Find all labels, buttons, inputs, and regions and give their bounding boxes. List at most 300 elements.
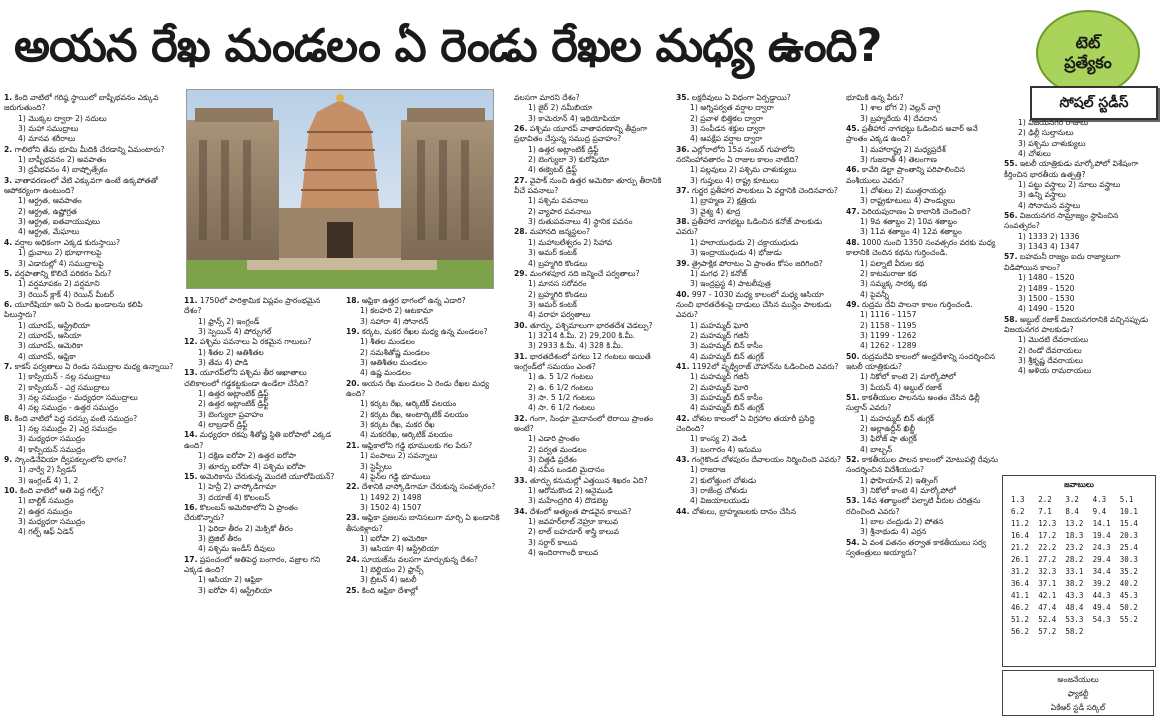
answer-option: 4) అళియ రామరాయలు	[1018, 366, 1092, 376]
question-text	[514, 352, 672, 373]
answer-option: 4) యూరప్, ఆఫ్రికా	[18, 351, 76, 361]
question-text	[4, 362, 176, 372]
answer-key-cell: 15.4	[1119, 519, 1138, 528]
question-item	[346, 482, 510, 513]
question-item	[1004, 211, 1156, 252]
answer-option: 4) ఆవక్షేప వర్షాల ద్వారా	[690, 134, 763, 144]
question-item	[514, 93, 672, 124]
answer-option: 1) ఎడారి ప్రాంతం	[528, 434, 580, 444]
question-text	[346, 296, 510, 306]
answer-option: 4) పైవన్నీ	[860, 289, 889, 299]
question-text	[184, 503, 340, 524]
question-text	[346, 379, 510, 400]
question-stem: బహమనీ రాజ్యం ఐదు రాజ్యాలుగా విడిపోయిన కాలం?	[1004, 252, 1121, 272]
question-item	[346, 327, 510, 379]
answer-option: 3) పశ్చిమ చాళుక్యులు	[1018, 138, 1086, 148]
question-column-6	[846, 93, 1000, 719]
answer-option: 1) ఆసియా 2) ఆఫ్రికా	[198, 575, 263, 585]
question-text	[184, 555, 340, 576]
answer-option: 1) హెన్రీ 2) వాస్కోడిగామా	[198, 482, 276, 492]
question-stem: స్కాండినేవియా ద్వీపకల్పంలోని భాగం?	[14, 455, 127, 465]
question-item	[4, 414, 176, 455]
question-stem: మహానది జన్మస్థలం?	[529, 227, 590, 237]
question-item	[1004, 118, 1156, 159]
answer-option: 3) గుజరాత్ 4) తెలంగాణ	[860, 155, 937, 165]
question-item	[846, 455, 1000, 496]
answer-key-cell: 34.4	[1092, 567, 1111, 576]
answer-option: 1) మగధ 2) కనోజ్	[690, 268, 747, 278]
answer-option: 3) రెయిన్ క్లాక్ 4) రెయిన్ మీటర్	[18, 289, 114, 299]
answer-option: 2) ఉత్తర అట్లాంటిక్ డ్రిఫ్ట్	[198, 399, 269, 409]
answer-option: 3) ఆసియా 4) ఆస్ట్రేలియా	[360, 544, 439, 554]
question-item	[846, 124, 1000, 165]
answer-option: 3) బ్రెజిల్ తీరం	[198, 533, 242, 543]
answer-option: 3) నల్ల సముద్రం - మధ్యధరా సముద్రాలు	[18, 392, 138, 402]
answer-option: 2) అల్లాఉద్దీన్ ఖిల్జీ	[860, 424, 915, 433]
question-text	[676, 145, 842, 166]
answer-option: 1) మొక్కల ద్వారా 2) నదులు	[18, 113, 107, 123]
question-item	[514, 227, 672, 268]
answer-key-cell: 13.2	[1065, 519, 1084, 528]
answer-key-cell: 18.3	[1065, 531, 1084, 540]
answer-key-cell: 3.2	[1065, 495, 1079, 504]
answer-option: 3) తూర్పు ఐరోపా 4) పశ్చిమ ఐరోపా	[198, 461, 306, 471]
answer-option: 3) 1199 - 1262	[860, 330, 917, 340]
question-number: 4.	[4, 237, 13, 247]
question-stem: పెరియపురాణం ఏ కాలానికి చెందింది?	[861, 206, 971, 216]
question-stem: కొలంబస్ అమెరికాలోని ఏ ప్రాంతం చేరుకొన్నారు?	[184, 502, 298, 523]
question-stem: ఆఫ్రికా ప్రజలను బానిసలుగా మార్చి ఏ ఖండానికి తీసుకెళ్లారు?	[346, 513, 500, 533]
question-stem: ప్రపంచంలో అతిపెద్ద బంగారం, వజ్రాల గని ఎక్కడ ఉంది?	[184, 554, 321, 574]
question-text	[184, 430, 340, 451]
question-stem: లక్షదీవులు ఏ విధంగా ఏర్పడ్డాయి?	[691, 93, 791, 102]
subject-label: సోషల్ స్టడీస్	[1030, 86, 1158, 120]
question-number: 19.	[346, 327, 360, 337]
answer-option: 1) మహాబలేశ్వరం 2) సిహావ	[528, 237, 613, 247]
answer-key-cell: 30.3	[1119, 555, 1138, 564]
answer-option: 1) ఉ. 5 1/2 గంటలు	[528, 372, 594, 382]
answer-option: 3) బెంగ్యులా ప్రవాహం	[198, 409, 264, 419]
author-credit	[1002, 670, 1154, 716]
answer-option: 4) బ్రహ్మగిరి కొండలు	[528, 258, 588, 268]
answer-option: 1) వర్షమాపకం 2) వర్షమాని	[18, 279, 100, 289]
answer-option: 1) పశ్చిమ పవనాలు	[528, 196, 589, 206]
answer-key-cell: 52.4	[1038, 615, 1057, 624]
question-stem: ప్రతీహార నాగభట్టు ఓడించిన కనోజ్ పాలకుడు ఎవరు?	[676, 217, 823, 237]
question-text	[676, 507, 842, 517]
answer-key-cell: 54.3	[1092, 615, 1111, 624]
answer-option: 4) బాల్బన్	[860, 444, 893, 454]
question-item	[4, 300, 176, 362]
answer-option: 3) ద్రవీభవనం 4) బాష్పోత్సేకం	[18, 165, 108, 175]
answer-option: 3) 1500 - 1530	[1018, 293, 1075, 303]
answer-key-cell: 31.2	[1011, 567, 1030, 576]
answer-option: 1) పంపాలు 2) సవన్నాలు	[360, 451, 438, 461]
answer-option: 2) ప్రవాళ భిత్తికల ద్వారా	[690, 113, 764, 123]
question-stem: కింది వాటిలో అతి పెద్ద గల్ఫ్?	[19, 486, 104, 496]
question-stem: అబ్దుల్ రజాక్ విజయనగరానికి వచ్చినప్పుడు విజయనగర పాలకుడు?	[1004, 314, 1149, 334]
question-text	[846, 538, 1000, 559]
answer-option: 3) ఫిరోజ్ షా తుగ్లక్	[860, 434, 917, 444]
answer-option: 1) జవహర్‌లాల్ నెహ్రూ కాలువ	[528, 517, 619, 527]
answer-option: 2) లాల్ బహదూర్ శాస్త్రి కాలువ	[528, 527, 620, 537]
answer-option: 1) అగ్నిపర్వత వర్షాల ద్వారా	[690, 103, 774, 113]
answer-key-cell: 17.2	[1038, 531, 1057, 540]
answer-option: 1) జైర్ 2) నమీబియా	[528, 103, 593, 113]
question-column-7	[1004, 118, 1156, 470]
question-item	[4, 455, 176, 486]
answer-key-cell: 32.3	[1038, 567, 1057, 576]
answer-option: 1) మానస సరోవరం	[528, 279, 587, 289]
answer-option: 2) ఆర్ద్రత, ఉష్ణోగ్రత	[18, 206, 77, 216]
answer-option: 2) మహమ్మద్ గజినీ	[690, 330, 749, 340]
answer-option: 3) రాజేంద్ర చోళుడు	[690, 486, 748, 496]
answer-key-cell: 14.1	[1092, 519, 1111, 528]
answer-key-cell: 12.3	[1038, 519, 1057, 528]
question-item	[514, 476, 672, 507]
question-item	[184, 555, 340, 596]
answer-option: 3) రాష్ట్రకూటులు 4) పాండ్యులు	[860, 196, 955, 206]
answer-option: 4) ఉష్ణ మండలం	[360, 368, 411, 378]
question-text	[184, 296, 340, 317]
question-item	[514, 124, 672, 176]
answer-option: 2) కర్కట రేఖ, అంటార్కిటిక్ వలయం	[360, 409, 469, 419]
answer-option: 4) మకరరేఖ, ఆర్కిటిక్ వలయం	[360, 430, 453, 440]
question-item	[846, 538, 1000, 559]
answer-option: 1) మహారాష్ట్ర 2) మధ్యప్రదేశ్	[860, 144, 946, 154]
question-stem: దేశానికి వాస్కోడిగామా చేరుకున్న సంవత్సరం?	[361, 482, 496, 492]
answer-key-cell: 28.2	[1065, 555, 1084, 564]
question-stem: యూరేషియా అని ఏ రెండు ఖండాలను కలిపి పిలుస్తారు?	[4, 299, 143, 320]
answer-option: 3) మహమ్మద్ బిన్ కాసీం	[690, 392, 763, 402]
answer-option: 1) ఆరోమకొండ 2) ఆనైముడి	[528, 486, 613, 496]
answer-option: 1) శాల భోగ 2) వెల్లన్ వాగై	[860, 103, 941, 113]
answer-option: 3) సా. 5 1/2 గంటలు	[528, 392, 595, 402]
answer-option: 2) బెంగ్యులా 3) కురోషియో	[528, 155, 610, 165]
answer-option: 4) మహమ్మద్ బిన్ తుగ్లక్	[690, 403, 764, 413]
question-text	[846, 300, 1000, 310]
answer-key-cell: 46.2	[1011, 603, 1030, 612]
question-stem: రుద్రమ దేవి పాలనా కాలం గుర్తించండి.	[861, 299, 973, 309]
question-column-4	[514, 93, 672, 719]
question-number: 36.	[676, 144, 690, 154]
answer-key-cell: 6.2	[1011, 507, 1025, 516]
question-item	[676, 186, 842, 217]
answer-key-cell: 53.3	[1065, 615, 1084, 624]
answer-key-cell: 40.2	[1119, 579, 1138, 588]
question-stem: ఆఫ్రికాలోని గడ్డి భూములకు గల పేరు?	[361, 440, 473, 450]
question-number: 24.	[346, 554, 360, 564]
question-stem: రుద్రమదేవి కాలంలో ఆంధ్రదేశాన్ని సందర్శించిన ఇటలీ యాత్రికుడు?	[846, 351, 996, 371]
answer-key-title: జవాబులు	[1064, 480, 1094, 489]
answer-option: 3) బ్రహ్మదేయ 4) దేవదాన	[860, 113, 938, 123]
question-item	[676, 93, 842, 145]
answer-option: 2) 1489 - 1520	[1018, 283, 1075, 293]
question-stem: 997 - 1030 మధ్య కాలంలో మధ్య ఆసియా నుంచి భారతదేశంపై దాడులు చేసిన ముస్లిం పాలకుడు ఎవరు?	[676, 289, 832, 320]
question-stem: భూమికి ఉన్న పేరు?	[846, 93, 904, 102]
answer-option: 3) కామెరూన్ 4) ఇథియోపియా	[528, 113, 621, 123]
answer-option: 2) పర్వత మండలం	[528, 444, 587, 454]
answer-option: 3) మధ్యధరా సముద్రం	[18, 434, 86, 444]
answer-option: 4) ఈక్వెటర్ డ్రిఫ్ట్	[528, 165, 577, 175]
question-number: 28.	[514, 227, 528, 237]
question-text	[514, 507, 672, 517]
question-text	[1004, 315, 1156, 336]
answer-key-cell: 2.2	[1038, 495, 1052, 504]
answer-option: 3) ఇంగ్లండ్ 4) 1, 2	[18, 475, 79, 485]
question-stem: గాలిలోని తేమ భూమి మీదికి చేరడాన్ని ఏమంటారు?	[14, 144, 165, 154]
question-item	[676, 259, 842, 290]
answer-key-cell: 44.3	[1092, 591, 1111, 600]
question-stem: సూయజ్‌ను వలసగా మార్చుకున్న దేశం?	[361, 554, 478, 564]
answer-key-cell: 33.1	[1065, 567, 1084, 576]
question-stem: 1000 నుంచి 1350 సంవత్సరం వరకు మధ్య కాలానికి చెందిన కథను గుర్తించండి.	[846, 237, 996, 258]
answer-option: 2) కాస్పియన్ - ఎర్ర సముద్రాలు	[18, 382, 110, 392]
answer-key-cell: 50.2	[1119, 603, 1138, 612]
answer-key-cell: 51.2	[1011, 615, 1030, 624]
question-number: 31.	[514, 351, 528, 361]
question-text	[514, 93, 672, 103]
answer-option: 4) ఇందిరాగాంధీ కాలువ	[528, 548, 599, 558]
question-stem: కాకతీయుల పాలనను అంతం చేసిన ఢిల్లీ సుల్తాన్ ఎవరు?	[846, 392, 980, 413]
question-text	[4, 269, 176, 279]
answer-key-cell: 27.2	[1038, 555, 1057, 564]
answer-option: 1) 1480 - 1520	[1018, 273, 1075, 283]
question-item	[846, 352, 1000, 393]
question-number: 37.	[676, 186, 690, 196]
question-number: 44.	[676, 506, 690, 516]
question-text	[676, 362, 842, 372]
question-number: 20.	[346, 378, 360, 388]
question-stem: త్రైపాక్షిక పోరాటం ఏ ప్రాంతం కోసం జరిగింది?	[691, 258, 823, 268]
answer-key-cell: 36.4	[1011, 579, 1030, 588]
question-item	[184, 430, 340, 471]
question-text	[846, 165, 1000, 186]
answer-option: 3) ఉన్ని వస్త్రాలు	[1018, 190, 1066, 200]
answer-key-cell: 1.3	[1011, 495, 1025, 504]
answer-option: 1) కర్కట రేఖ, ఆర్కిటిక్ వలయం	[360, 399, 457, 409]
question-text	[184, 472, 340, 482]
question-number: 25.	[346, 585, 360, 595]
answer-key-cell: 26.1	[1011, 555, 1030, 564]
answer-option: 3) 2933 కి.మీ. 4) 328 కి.మీ.	[528, 341, 624, 351]
question-item	[4, 145, 176, 176]
question-stem: గంగా, సింధూ మైదానంలో లెరాయి ప్రాంతం అంటే?	[514, 413, 654, 433]
question-number: 48.	[846, 237, 860, 247]
answer-key-cell: 58.2	[1065, 627, 1084, 636]
answer-option: 3) ఆర్ద్రత, ఐతవాయువులు	[18, 217, 101, 227]
answer-option: 3) పేయస్ 4) అబ్దుల్ రజాక్	[860, 382, 942, 392]
headline: అయన రేఖ మండలం ఏ రెండు రేఖల మధ్య ఉంది?	[14, 19, 882, 72]
question-item	[846, 207, 1000, 238]
answer-option: 1) ఆర్ద్రత, ఆవపాతం	[18, 196, 82, 206]
answer-option: 4) నల్ల సముద్రం - ఉత్తర సముద్రం	[18, 403, 119, 413]
answer-option: 1) మహమ్మద్ బిన్ తుగ్లక్	[860, 413, 934, 423]
question-text	[4, 176, 176, 197]
question-item	[514, 176, 672, 228]
question-number: 35.	[676, 93, 690, 102]
question-text	[1004, 211, 1156, 232]
question-item	[676, 362, 842, 414]
answer-option: 1) శీతల 2) ఆతిశీతల	[198, 347, 264, 357]
answer-key-cell: 35.2	[1119, 567, 1138, 576]
question-number: 11.	[184, 296, 198, 305]
question-stem: వర్షాల అధికంగా ఎక్కడ కురుస్తాయి?	[14, 237, 120, 247]
question-stem: అయన రేఖ మండలం ఏ రెండు రేఖల మధ్య ఉంది?	[346, 378, 489, 399]
question-text	[676, 93, 842, 103]
question-stem: 14వ శతాబ్దంలో పల్నాటి వీరుల చరిత్రను రచించింది ఎవరు?	[846, 496, 981, 516]
question-number: 33.	[514, 475, 528, 485]
answer-option: 2) వ్యాపార పవనాలు	[528, 206, 592, 216]
question-text	[4, 300, 176, 321]
question-number: 2.	[4, 144, 13, 154]
answer-option: 1) హలాయుధుడు 2) చక్రాయుధుడు	[690, 237, 799, 247]
author-role: ఫ్యాకల్టీ	[1067, 689, 1089, 698]
question-item	[514, 414, 672, 476]
question-number: 40.	[676, 289, 690, 299]
answer-option: 4) చోళులు	[1018, 149, 1051, 159]
answer-option: 1) బాల చంద్రుడు 2) పోతన	[860, 517, 944, 527]
answer-key-cell: 4.3	[1092, 495, 1107, 504]
answer-key-cell: 16.4	[1011, 531, 1030, 540]
answer-option: 3) 1343 4) 1347	[1018, 242, 1080, 252]
question-text	[846, 496, 1000, 517]
answer-option: 3) దయాజ్ 4) కొలంబస్	[198, 492, 270, 502]
question-number: 45.	[846, 124, 860, 134]
answer-key-cell: 22.2	[1038, 543, 1057, 552]
answer-option: 1) నార్వే 2) స్వీడన్	[18, 465, 77, 475]
answer-option: 1) 1116 - 1157	[860, 310, 917, 320]
answer-key-cell: 5.1	[1119, 495, 1134, 504]
question-number: 29.	[514, 268, 528, 278]
question-text	[1004, 252, 1156, 273]
question-item	[846, 165, 1000, 206]
question-stem: ఏ వంశ పతనం తర్వాత కాకతీయులు సర్వ స్వతంత్రులు అయ్యారు?	[846, 537, 986, 558]
question-item	[346, 379, 510, 441]
question-item	[676, 290, 842, 362]
answer-option: 1) 1492 2) 1498	[360, 492, 422, 502]
question-item	[4, 362, 176, 414]
question-number: 52.	[846, 455, 860, 465]
question-number: 21.	[346, 440, 360, 450]
answer-option: 2) రెండో దేవరాయలు	[1018, 345, 1082, 355]
question-item	[4, 486, 176, 538]
question-number: 16.	[184, 502, 198, 512]
answer-key-cell: 39.2	[1092, 579, 1111, 588]
question-column-2	[184, 296, 340, 719]
answer-option: 1) శీతల మండలం	[360, 337, 415, 347]
question-text	[514, 269, 672, 279]
question-text	[4, 238, 176, 248]
question-item	[346, 555, 510, 586]
answer-option: 4) పశ్చిమ ఇండీస్ దీవులు	[198, 544, 275, 554]
answer-option: 1) బాల్టిక్ సముద్రం	[18, 496, 74, 506]
question-text	[676, 259, 842, 269]
question-text	[514, 321, 672, 331]
question-number: 17.	[184, 554, 198, 564]
question-number: 51.	[846, 392, 860, 402]
question-item	[346, 586, 510, 596]
answer-option: 1) బాష్పీభవనం 2) అవపాతం	[18, 155, 107, 165]
question-stem: గుర్జర ప్రతీహార పాలకులు ఏ వర్ణానికి చెందినవారు?	[691, 186, 838, 196]
question-stem: కావేరి డెల్టా ప్రాంతాన్ని పరిపాలించిన వంశీయులు ఎవరు?	[846, 165, 965, 185]
question-item	[346, 513, 510, 554]
question-text	[676, 414, 842, 435]
answer-option: 3) యూరప్, ఆమెరికా	[18, 341, 83, 351]
answer-key-cell: 56.2	[1011, 627, 1030, 636]
answer-option: 3) 1502 4) 1507	[360, 502, 422, 512]
answer-option: 2) ఉ. 6 1/2 గంటలు	[528, 382, 594, 392]
question-item	[846, 238, 1000, 300]
answer-key-cell: 24.3	[1092, 543, 1111, 552]
question-stem: పశ్చిమ యూరప్ వాతావరణాన్ని తీవ్రంగా ప్రభావితం చేస్తున్న సముద్ర ప్రవాహం?	[514, 124, 648, 144]
answer-option: 3) అమర్ కంటక్	[528, 299, 577, 309]
answer-option: 3) ఐరోపా 4) ఆస్ట్రేలియా	[198, 585, 273, 595]
question-item	[846, 496, 1000, 537]
answer-key-cell: 23.2	[1065, 543, 1084, 552]
question-text	[4, 486, 176, 496]
answer-option: 3) సహారా 4) సోనారన్	[360, 316, 429, 326]
answer-option: 4) సా. 6 1/2 గంటలు	[528, 403, 595, 413]
answer-key-cell: 11.2	[1011, 519, 1030, 528]
answer-option: 3) కర్కట రేఖ, మకర రేఖ	[360, 420, 435, 430]
answer-option: 3) బంగారం 4) ఇనుము	[690, 444, 762, 454]
question-text	[184, 368, 340, 389]
question-stem: గంగైకొండ చోళపురం దేవాలయం నిర్మించింది ఎవరు?	[691, 455, 841, 465]
answer-key-cell: 42.1	[1038, 591, 1057, 600]
question-number: 1.	[4, 93, 13, 102]
answer-option: 4) 1490 - 1520	[1018, 304, 1075, 314]
question-text	[846, 93, 1000, 103]
question-text	[846, 124, 1000, 145]
answer-option: 1) పల్లవులు 2) పశ్చిమ చాళుక్యులు	[690, 165, 797, 175]
answer-option: 3) గుప్తులు 4) రాష్ట్ర కూటులు	[690, 175, 779, 185]
question-number: 42.	[676, 413, 690, 423]
answer-option: 4) మహమ్మద్ బిన్ తుగ్లక్	[690, 351, 764, 361]
question-item	[514, 507, 672, 559]
answer-option: 4) మానవ శరీరాలు	[18, 134, 76, 144]
answer-option: 4) కాస్పియన్ సముద్రం	[18, 444, 86, 454]
answer-option: 3) శ్రీనాథుడు 4) ఎర్రన	[860, 527, 927, 537]
question-stem: 1750లో పారిశ్రామిక విప్లవం ప్రారంభమైన దేశం?	[184, 296, 321, 316]
answer-option: 2) బ్రహ్మగిరి కొండలు	[528, 289, 588, 299]
answer-option: 1) ఫ్రాన్స్ 2) ఇంగ్లండ్	[198, 316, 260, 326]
answer-option: 3) వైశ్య 4) శూద్ర	[690, 206, 741, 216]
answer-option: 2) కులోత్తుంగ చోళుడు	[690, 475, 757, 485]
answer-option: 4) 1262 - 1289	[860, 341, 917, 351]
question-stem: కాకతీయుల పాలన కాలంలో మోటుపల్లి రేవును సందర్శించిన విదేశీయుడు?	[846, 455, 998, 475]
answer-option: 4) పైన్‌ల గడ్డి భూములు	[360, 471, 431, 481]
answer-option: 4) విజయాలయుడు	[690, 496, 750, 506]
question-item	[4, 238, 176, 269]
question-stem: భారతదేశంలో పగలు 12 గంటలు అయితే ఇంగ్లండ్‌లో సమయం ఎంత?	[514, 351, 651, 371]
question-text	[514, 227, 672, 237]
answer-option: 2) కాటమరాజు కథ	[860, 268, 917, 278]
answer-option: 3) మహమ్మద్ బిన్ కాసీం	[690, 341, 763, 351]
question-item	[676, 507, 842, 517]
question-item	[846, 93, 1000, 124]
answer-option: 1) ఉత్తర అట్లాంటిక్ డ్రిఫ్ట్	[198, 389, 269, 399]
answer-option: 1) దక్షిణ ఐరోపా 2) ఉత్తర ఐరోపా	[198, 451, 297, 461]
answer-key-grid	[1003, 493, 1155, 638]
question-number: 34.	[514, 506, 528, 516]
question-stem: చోళుల కాలంలో ఏ విగ్రహాల తయారీ ప్రసిద్ధి చెందింది?	[676, 413, 815, 433]
question-stem: కింది ఆఫ్రికా దేశాల్లో	[361, 585, 418, 595]
question-stem: కర్కట, మకర రేఖల మధ్య ఉన్న మండలం?	[361, 327, 488, 337]
answer-option: 1) యూరప్, ఆస్ట్రేలియా	[18, 320, 91, 330]
question-number: 12.	[184, 337, 198, 347]
answer-option: 1) కాంస్య 2) వెండి	[690, 434, 747, 444]
